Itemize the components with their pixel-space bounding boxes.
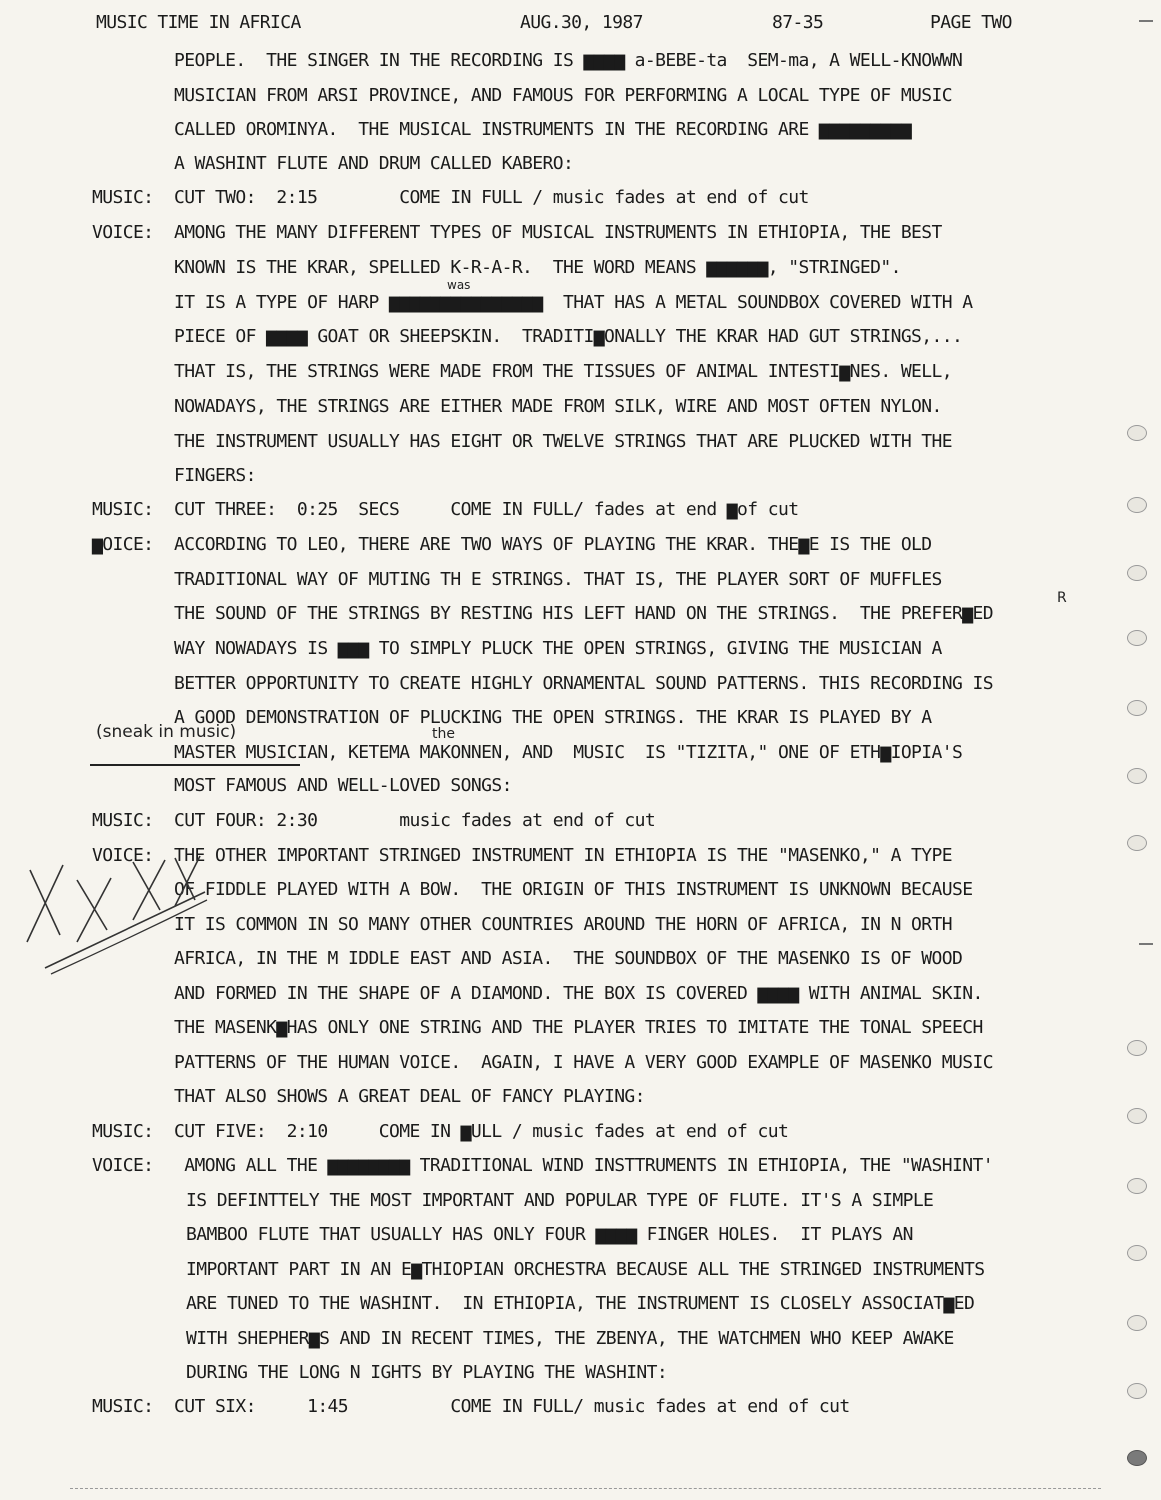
handwritten-underline bbox=[90, 764, 300, 766]
script-line: IS DEFINTTELY THE MOST IMPORTANT AND POPULAR TYPE OF FLUTE. IT'S A SIMPLE bbox=[186, 1190, 934, 1211]
script-line: CUT TWO: 2:15 COME IN FULL / music fades at end of cut bbox=[174, 187, 809, 208]
script-line: AFRICA, IN THE M IDDLE EAST AND ASIA. THE SOUNDBOX OF THE MASENKO IS OF WOOD bbox=[174, 948, 963, 969]
script-line: THAT ALSO SHOWS A GREAT DEAL OF FANCY PLAYING: bbox=[174, 1086, 645, 1107]
binder-hole bbox=[1127, 1383, 1147, 1399]
binder-hole bbox=[1127, 1178, 1147, 1194]
segment-label: VOICE: bbox=[92, 222, 154, 243]
binder-hole bbox=[1127, 1108, 1147, 1124]
script-line: WITH SHEPHER▆S AND IN RECENT TIMES, THE ZBENYA, THE WATCHMEN WHO KEEP AWAKE bbox=[186, 1328, 954, 1349]
script-line: CUT FIVE: 2:10 COME IN ▆ULL / music fades at end of cut bbox=[174, 1121, 789, 1142]
segment-label: VOICE: bbox=[92, 845, 154, 866]
page-number: PAGE TWO bbox=[930, 12, 1012, 33]
script-line: THE MASENK▆HAS ONLY ONE STRING AND THE PLAYER TRIES TO IMITATE THE TONAL SPEECH bbox=[174, 1017, 983, 1038]
page-edge-mark bbox=[1139, 943, 1153, 945]
script-line: ACCORDING TO LEO, THERE ARE TWO WAYS OF PLAYING THE KRAR. THE▆E IS THE OLD bbox=[174, 534, 932, 555]
script-line: CALLED OROMINYA. THE MUSICAL INSTRUMENTS IN THE RECORDING ARE ▆▆▆▆▆▆▆▆▆ bbox=[174, 119, 912, 140]
script-line: FINGERS: bbox=[174, 465, 256, 486]
script-line: TRADITIONAL WAY OF MUTING TH E STRINGS. THAT IS, THE PLAYER SORT OF MUFFLES bbox=[174, 569, 942, 590]
script-line: KNOWN IS THE KRAR, SPELLED K-R-A-R. THE WORD MEANS ▆▆▆▆▆▆, "STRINGED". bbox=[174, 257, 901, 278]
script-line: THE SOUND OF THE STRINGS BY RESTING HIS LEFT HAND ON THE STRINGS. THE PREFER▆ED bbox=[174, 603, 993, 624]
handwritten-note-r: R bbox=[1057, 590, 1067, 606]
script-line: A WASHINT FLUTE AND DRUM CALLED KABERO: bbox=[174, 153, 574, 174]
script-line: PATTERNS OF THE HUMAN VOICE. AGAIN, I HAVE A VERY GOOD EXAMPLE OF MASENKO MUSIC bbox=[174, 1052, 993, 1073]
bottom-perforation bbox=[70, 1488, 1101, 1489]
script-line: BAMBOO FLUTE THAT USUALLY HAS ONLY FOUR ▆▆▆▆ FINGER HOLES. IT PLAYS AN bbox=[186, 1224, 913, 1245]
binder-hole bbox=[1127, 1315, 1147, 1331]
script-line: IT IS COMMON IN SO MANY OTHER COUNTRIES AROUND THE HORN OF AFRICA, IN N ORTH bbox=[174, 914, 953, 935]
script-line: A GOOD DEMONSTRATION OF PLUCKING THE OPEN STRINGS. THE KRAR IS PLAYED BY A bbox=[174, 707, 932, 728]
script-line: IMPORTANT PART IN AN E▆THIOPIAN ORCHESTRA BECAUSE ALL THE STRINGED INSTRUMENTS bbox=[186, 1259, 985, 1280]
binder-hole bbox=[1127, 565, 1147, 581]
script-line: MUSICIAN FROM ARSI PROVINCE, AND FAMOUS FOR PERFORMING A LOCAL TYPE OF MUSIC bbox=[174, 85, 953, 106]
script-line: DURING THE LONG N IGHTS BY PLAYING THE WASHINT: bbox=[186, 1362, 668, 1383]
script-line: AMONG THE MANY DIFFERENT TYPES OF MUSICAL INSTRUMENTS IN ETHIOPIA, THE BEST bbox=[174, 222, 942, 243]
segment-label: MUSIC: bbox=[92, 810, 154, 831]
script-line: MASTER MUSICIAN, KETEMA MAKONNEN, AND MUSIC IS "TIZITA," ONE OF ETH▆IOPIA'S bbox=[174, 742, 963, 763]
segment-label: MUSIC: bbox=[92, 1396, 154, 1417]
binder-hole bbox=[1127, 425, 1147, 441]
script-line: PEOPLE. THE SINGER IN THE RECORDING IS ▆▆▆▆ a-BEBE-ta SEM-ma, A WELL-KNOWWN bbox=[174, 50, 963, 71]
script-line: NOWADAYS, THE STRINGS ARE EITHER MADE FROM SILK, WIRE AND MOST OFTEN NYLON. bbox=[174, 396, 942, 417]
binder-hole bbox=[1127, 768, 1147, 784]
script-line: CUT FOUR: 2:30 music fades at end of cut bbox=[174, 810, 656, 831]
binder-hole bbox=[1127, 630, 1147, 646]
script-line: MOST FAMOUS AND WELL-LOVED SONGS: bbox=[174, 775, 512, 796]
script-line: ARE TUNED TO THE WASHINT. IN ETHIOPIA, THE INSTRUMENT IS CLOSELY ASSOCIAT▆ED bbox=[186, 1293, 975, 1314]
script-line: THE OTHER IMPORTANT STRINGED INSTRUMENT IN ETHIOPIA IS THE "MASENKO," A TYPE bbox=[174, 845, 953, 866]
script-line: CUT THREE: 0:25 SECS COME IN FULL/ fades at end ▆of cut bbox=[174, 499, 799, 520]
binder-hole bbox=[1127, 1245, 1147, 1261]
script-line: AMONG ALL THE ▆▆▆▆▆▆▆▆ TRADITIONAL WIND INSTTRUMENTS IN ETHIOPIA, THE "WASHINT' bbox=[174, 1155, 993, 1176]
binder-hole bbox=[1127, 497, 1147, 513]
script-line: OF FIDDLE PLAYED WITH A BOW. THE ORIGIN OF THIS INSTRUMENT IS UNKNOWN BECAUSE bbox=[174, 879, 973, 900]
script-line: WAY NOWADAYS IS ▆▆▆ TO SIMPLY PLUCK THE OPEN STRINGS, GIVING THE MUSICIAN A bbox=[174, 638, 942, 659]
broadcast-date: AUG.30, 1987 bbox=[520, 12, 643, 33]
script-line: THAT IS, THE STRINGS WERE MADE FROM THE TISSUES OF ANIMAL INTESTI▆NES. WELL, bbox=[174, 361, 953, 382]
program-title: MUSIC TIME IN AFRICA bbox=[96, 12, 301, 33]
binder-hole bbox=[1127, 1450, 1147, 1466]
segment-label: MUSIC: bbox=[92, 1121, 154, 1142]
script-line: CUT SIX: 1:45 COME IN FULL/ music fades at end of cut bbox=[174, 1396, 850, 1417]
handwritten-note-sneak: (sneak in music) bbox=[96, 722, 237, 742]
binder-hole bbox=[1127, 835, 1147, 851]
script-line: BETTER OPPORTUNITY TO CREATE HIGHLY ORNAMENTAL SOUND PATTERNS. THIS RECORDING IS bbox=[174, 673, 993, 694]
script-line: IT IS A TYPE OF HARP ▆▆▆▆▆▆▆▆▆▆▆▆▆▆▆ THAT HAS A METAL SOUNDBOX COVERED WITH A bbox=[174, 292, 973, 313]
handwritten-note-was: was bbox=[447, 278, 471, 292]
segment-label: MUSIC: bbox=[92, 187, 154, 208]
program-code: 87-35 bbox=[772, 12, 824, 33]
segment-label: MUSIC: bbox=[92, 499, 154, 520]
binder-hole bbox=[1127, 1040, 1147, 1056]
binder-hole bbox=[1127, 700, 1147, 716]
segment-label: ▆OICE: bbox=[92, 534, 154, 555]
script-line: AND FORMED IN THE SHAPE OF A DIAMOND. THE BOX IS COVERED ▆▆▆▆ WITH ANIMAL SKIN. bbox=[174, 983, 983, 1004]
handwritten-note-the: the bbox=[432, 726, 455, 742]
segment-label: VOICE: bbox=[92, 1155, 154, 1176]
page-edge-mark bbox=[1139, 20, 1153, 22]
script-line: THE INSTRUMENT USUALLY HAS EIGHT OR TWELVE STRINGS THAT ARE PLUCKED WITH THE bbox=[174, 431, 953, 452]
script-line: PIECE OF ▆▆▆▆ GOAT OR SHEEPSKIN. TRADITI▆ONALLY THE KRAR HAD GUT STRINGS,... bbox=[174, 326, 963, 347]
handwritten-xx-mark bbox=[15, 850, 215, 980]
